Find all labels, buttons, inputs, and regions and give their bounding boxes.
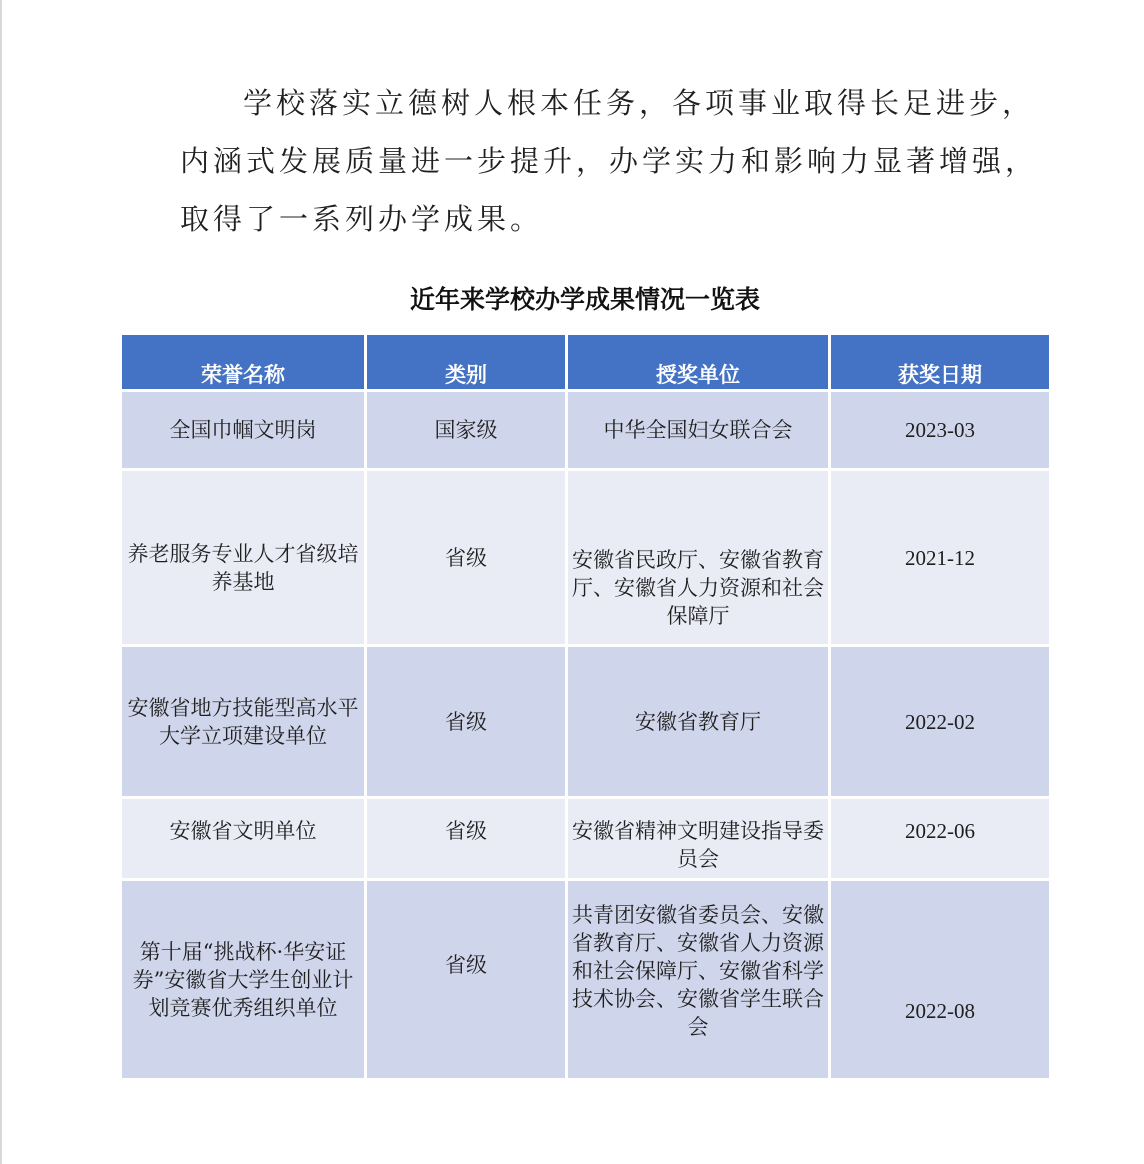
cell-honor-name: 全国巾帼文明岗 [121, 391, 366, 470]
header-date: 获奖日期 [830, 334, 1051, 391]
cell-category: 省级 [366, 470, 567, 646]
cell-honor-name: 安徽省文明单位 [121, 798, 366, 880]
cell-honor-name: 第十届“挑战杯·华安证券”安徽省大学生创业计划竞赛优秀组织单位 [121, 880, 366, 1080]
table-row [121, 470, 1051, 646]
cell-awarder: 安徽省民政厅、安徽省教育厅、安徽省人力资源和社会保障厅 [567, 470, 830, 646]
cell-category: 省级 [366, 880, 567, 1080]
cell-awarder: 中华全国妇女联合会 [567, 391, 830, 470]
cell-category: 省级 [366, 798, 567, 880]
header-category: 类别 [366, 334, 567, 391]
intro-line-1: 学校落实立德树人根本任务，各项事业取得长足进步， [243, 86, 1036, 120]
intro-line-3: 取得了一系列办学成果。 [180, 202, 544, 236]
cell-awarder: 安徽省教育厅 [567, 646, 830, 798]
table-title: 近年来学校办学成果情况一览表 [409, 285, 760, 314]
header-honor-name: 荣誉名称 [121, 334, 366, 391]
cell-honor-name: 养老服务专业人才省级培养基地 [121, 470, 366, 646]
cell-date: 2022-08 [830, 880, 1051, 1080]
cell-awarder: 共青团安徽省委员会、安徽省教育厅、安徽省人力资源和社会保障厅、安徽省科学技术协会、安徽省学生联合会 [567, 880, 830, 1080]
cell-honor-name: 安徽省地方技能型高水平大学立项建设单位 [121, 646, 366, 798]
cell-date: 2022-06 [830, 798, 1051, 880]
table-row [121, 391, 1051, 470]
table-row [121, 646, 1051, 798]
table-row [121, 880, 1051, 1080]
cell-awarder: 安徽省精神文明建设指导委员会 [567, 798, 830, 880]
cell-date: 2023-03 [830, 391, 1051, 470]
intro-line-2: 内涵式发展质量进一步提升，办学实力和影响力显著增强， [180, 144, 1039, 178]
page-edge-line [0, 0, 2, 1164]
cell-date: 2021-12 [830, 470, 1051, 646]
cell-category: 省级 [366, 646, 567, 798]
table-row [121, 798, 1051, 880]
table-header-row [121, 334, 1051, 391]
cell-date: 2022-02 [830, 646, 1051, 798]
honors-table [119, 332, 1052, 1081]
cell-category: 国家级 [366, 391, 567, 470]
header-awarder: 授奖单位 [567, 334, 830, 391]
intro-paragraph [180, 74, 1039, 248]
